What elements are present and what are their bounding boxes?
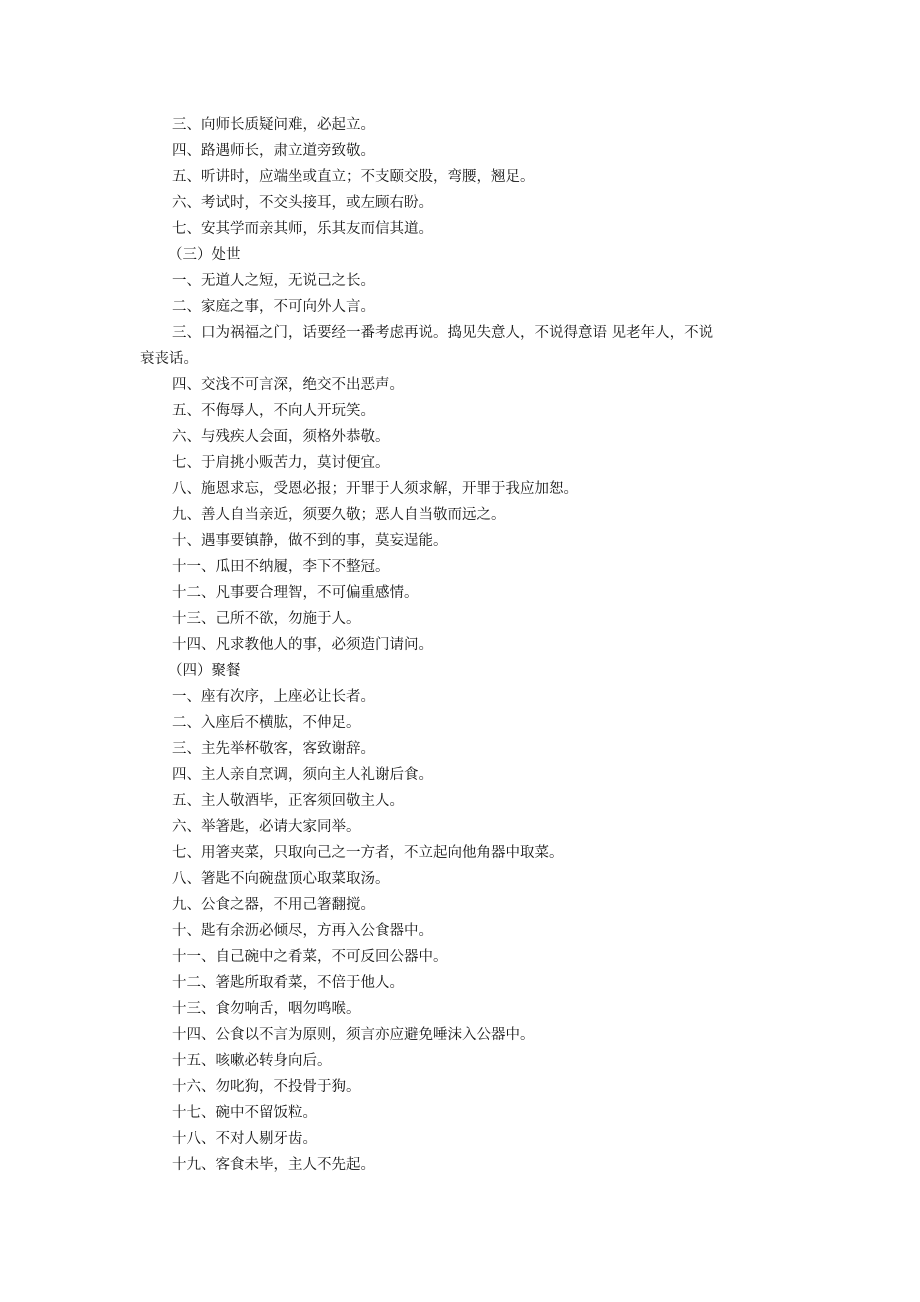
- text-line-28: 六、举箸匙，必请大家同举。: [172, 819, 361, 835]
- text-line-09: 三、口为祸福之门，话要经一番考虑再说。捣见失意人，不说得意语 见老年人，不说: [172, 325, 714, 341]
- text-line-05: 七、安其学而亲其师，乐其友而信其道。: [172, 221, 433, 237]
- text-line-39: 十七、碗中不留饭粒。: [172, 1105, 317, 1121]
- text-line-29: 七、用箸夹菜，只取向己之一方者，不立起向他角器中取菜。: [172, 845, 564, 861]
- text-line-04: 六、考试时，不交头接耳，或左顾右盼。: [172, 195, 433, 211]
- text-line-41: 十九、客食未毕，主人不先起。: [172, 1157, 375, 1173]
- text-line-15: 八、施恩求忘，受恩必报；开罪于人须求解，开罪于我应加恕。: [172, 481, 578, 497]
- text-line-08: 二、家庭之事，不可向外人言。: [172, 299, 375, 315]
- text-line-38: 十六、勿叱狗，不投骨于狗。: [172, 1079, 361, 1095]
- text-line-20: 十三、己所不欲，勿施于人。: [172, 611, 361, 627]
- text-line-17: 十、遇事要镇静，做不到的事，莫妄逞能。: [172, 533, 448, 549]
- text-line-37: 十五、咳嗽必转身向后。: [172, 1053, 332, 1069]
- text-line-24: 二、入座后不横肱，不伸足。: [172, 715, 361, 731]
- text-line-40: 十八、不对人剔牙齿。: [172, 1131, 317, 1147]
- text-line-16: 九、善人自当亲近，须要久敬；恶人自当敬而远之。: [172, 507, 506, 523]
- text-line-30: 八、箸匙不向碗盘顶心取菜取汤。: [172, 871, 390, 887]
- section-heading-chushi: （三）处世: [168, 247, 241, 263]
- text-line-21: 十四、凡求教他人的事，必须造门请问。: [172, 637, 433, 653]
- text-line-01: 三、向师长质疑问难，必起立。: [172, 117, 375, 133]
- document-page: [0, 112, 920, 1178]
- text-line-07: 一、无道人之短，无说己之长。: [172, 273, 375, 289]
- text-line-03: 五、听讲时，应端坐或直立；不支颐交股，弯腰，翘足。: [172, 169, 535, 185]
- text-line-31: 九、公食之器，不用己箸翻搅。: [172, 897, 375, 913]
- text-line-36: 十四、公食以不言为原则，须言亦应避免唾沫入公器中。: [172, 1027, 535, 1043]
- text-line-26: 四、主人亲自烹调，须向主人礼谢后食。: [172, 767, 433, 783]
- text-line-25: 三、主先举杯敬客，客致谢辞。: [172, 741, 375, 757]
- text-line-12: 五、不侮辱人，不向人开玩笑。: [172, 403, 375, 419]
- text-line-11: 四、交浅不可言深，绝交不出恶声。: [172, 377, 404, 393]
- text-line-19: 十二、凡事要合理智，不可偏重感情。: [172, 585, 419, 601]
- text-line-02: 四、路遇师长，肃立道旁致敬。: [172, 143, 375, 159]
- text-line-18: 十一、瓜田不纳履，李下不整冠。: [172, 559, 390, 575]
- section-heading-jucan: （四）聚餐: [168, 663, 241, 679]
- text-line-09-continued: 衰丧话。: [140, 351, 198, 367]
- text-line-34: 十二、箸匙所取肴菜，不倍于他人。: [172, 975, 404, 991]
- text-line-13: 六、与残疾人会面，须格外恭敬。: [172, 429, 390, 445]
- text-line-33: 十一、自己碗中之肴菜，不可反回公器中。: [172, 949, 448, 965]
- text-line-32: 十、匙有余沥必倾尽，方再入公食器中。: [172, 923, 433, 939]
- text-line-14: 七、于肩挑小贩苦力，莫讨便宜。: [172, 455, 390, 471]
- text-line-23: 一、座有次序，上座必让长者。: [172, 689, 375, 705]
- text-line-35: 十三、食勿响舌，咽勿鸣喉。: [172, 1001, 361, 1017]
- text-line-27: 五、主人敬酒毕，正客须回敬主人。: [172, 793, 404, 809]
